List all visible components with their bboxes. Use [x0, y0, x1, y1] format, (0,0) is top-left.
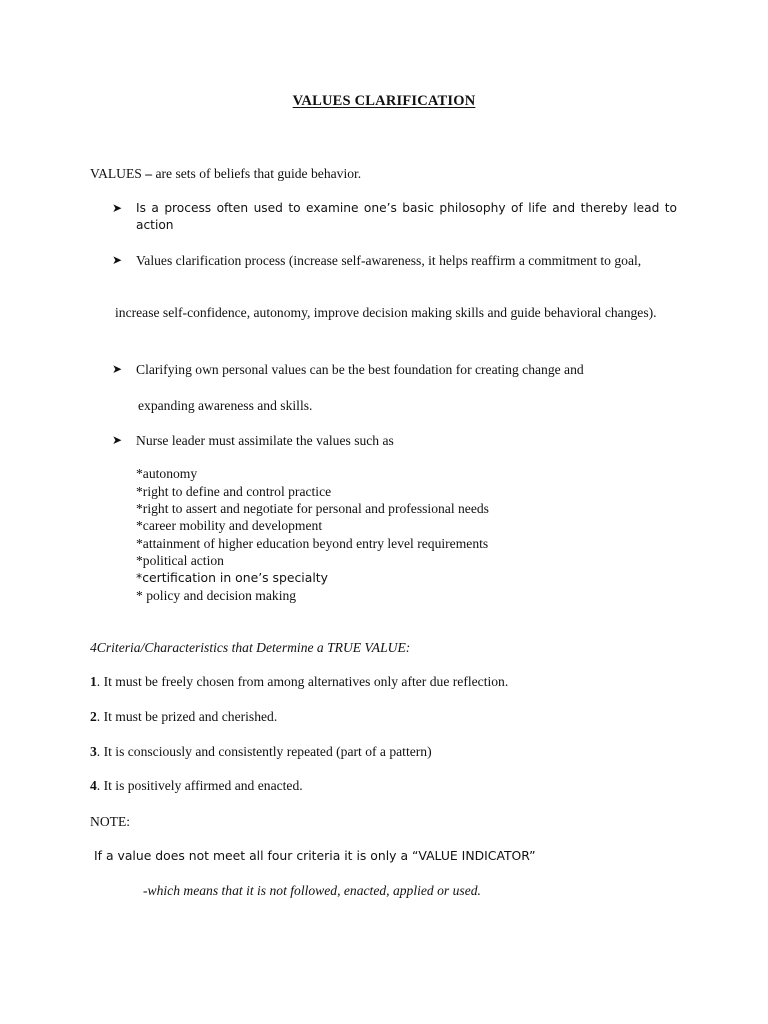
criteria-heading: 4Criteria/Characteristics that Determine a TRUE VALUE: [90, 640, 411, 655]
criteria-item-3 [90, 743, 432, 760]
definition-dash: – [141, 166, 156, 181]
note-text: If a value does not meet all four criteria it is only a “VALUE INDICATOR” [94, 848, 536, 863]
criteria-text: . It must be prized and cherished. [96, 709, 278, 724]
values-list-item: *right to define and control practice [136, 484, 332, 499]
arrow-bullet-icon: ➤ [112, 433, 123, 447]
criteria-number: 1 [90, 674, 97, 689]
arrow-bullet-icon: ➤ [112, 201, 123, 215]
values-list-item: *attainment of higher education beyond entry level requirements [136, 536, 489, 551]
bullet-text: Clarifying own personal values can be the best foundation for creating change and [136, 362, 584, 377]
values-list-item: *right to assert and negotiate for personal and professional needs [136, 501, 489, 516]
bullet-item-1 [112, 200, 677, 234]
continuation-paragraph: increase self-confidence, autonomy, improve decision making skills and guide behavioral changes). [115, 305, 657, 320]
criteria-item-4 [90, 777, 303, 794]
bullet-item-4 [112, 432, 677, 449]
arrow-bullet-icon: ➤ [112, 362, 123, 376]
definition-term: VALUES [90, 166, 142, 181]
values-list-item: *certification in one’s specialty [136, 570, 328, 585]
values-list-item: * policy and decision making [136, 588, 297, 603]
bullet-text: Values clarification process (increase self-awareness, it helps reaffirm a commitment to goal, [136, 253, 642, 268]
bullet-text: Nurse leader must assimilate the values such as [136, 433, 394, 448]
criteria-text: . It is positively affirmed and enacted. [96, 778, 303, 793]
bullet-text: Is a process often used to examine one’s basic philosophy of life and thereby lead to action [136, 201, 677, 232]
criteria-number: 3 [90, 744, 97, 759]
arrow-bullet-icon: ➤ [112, 253, 123, 267]
page-title: VALUES CLARIFICATION [292, 93, 476, 109]
definition-paragraph [90, 165, 677, 182]
criteria-number: 2 [90, 709, 97, 724]
values-list-item: *autonomy [136, 466, 198, 481]
definition-text: are sets of beliefs that guide behavior. [155, 166, 362, 181]
values-list-item: *career mobility and development [136, 518, 323, 533]
criteria-number: 4 [90, 778, 97, 793]
bullet-item-3 [112, 361, 677, 378]
bullet-item-2 [112, 252, 677, 269]
criteria-item-2 [90, 708, 277, 725]
criteria-item-1 [90, 673, 508, 690]
bullet-continuation: expanding awareness and skills. [138, 398, 313, 413]
values-list-item: *political action [136, 553, 224, 568]
criteria-text: . It is consciously and consistently repeated (part of a pattern) [96, 744, 432, 759]
note-subtext: -which means that it is not followed, enacted, applied or used. [143, 883, 481, 898]
criteria-text: . It must be freely chosen from among alternatives only after due reflection. [96, 674, 509, 689]
note-label: NOTE: [90, 814, 131, 829]
